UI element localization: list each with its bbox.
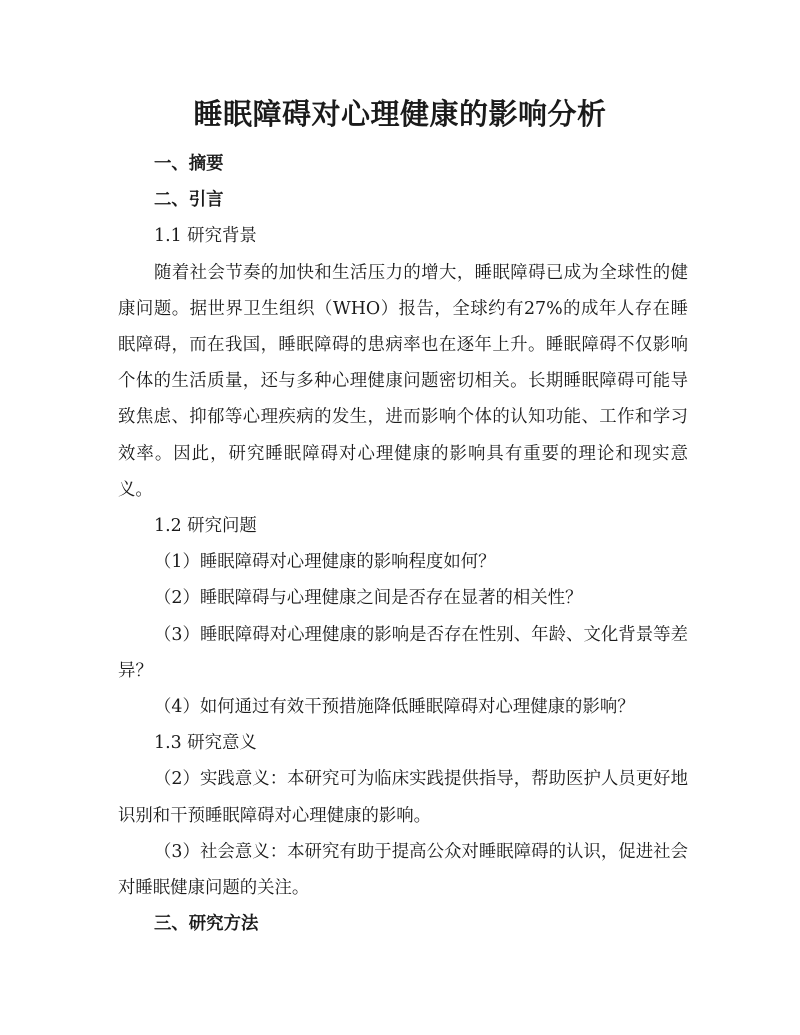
subheading-background: 1.1 研究背景	[154, 226, 257, 247]
subheading-significance: 1.3 研究意义	[154, 733, 257, 754]
section-heading-methods: 三、研究方法	[154, 914, 259, 935]
significance-item: （3）社会意义：本研究有助于提高公众对睡眠障碍的认识，促进社会对睡眠健康问题的关注。	[118, 841, 688, 899]
section-heading-introduction: 二、引言	[154, 190, 224, 211]
research-question-item: （4）如何通过有效干预措施降低睡眠障碍对心理健康的影响？	[154, 697, 635, 718]
document-title: 睡眠障碍对心理健康的影响分析	[193, 97, 607, 131]
section-heading-abstract: 一、摘要	[154, 154, 224, 174]
document-body	[118, 146, 688, 942]
subheading-research-questions: 1.2 研究问题	[154, 516, 257, 537]
research-question-item: （2）睡眠障碍与心理健康之间是否存在显著的相关性？	[154, 588, 583, 609]
research-question-item: （1）睡眠障碍对心理健康的影响程度如何？	[154, 552, 496, 573]
background-paragraph: 随着社会节奏的加快和生活压力的增大，睡眠障碍已成为全球性的健康问题。据世界卫生组织（WHO）报告，全球约有27%的成年人存在睡眠障碍，而在我国，睡眠障碍的患病率也在逐年上升。睡眠障碍不仅影响个体的生活质量，还与多种心理健康问题密切相关。长期睡眠障碍可能导致焦虑、抑郁等心理疾病的发生，进而影响个体的认知功能、工作和学习效率。因此，研究睡眠障碍对心理健康的影响具有重要的理论和现实意义。	[118, 262, 688, 500]
research-question-item: （3）睡眠障碍对心理健康的影响是否存在性别、年龄、文化背景等差异？	[118, 624, 688, 681]
significance-item: （2）实践意义：本研究可为临床实践提供指导，帮助医护人员更好地识别和干预睡眠障碍对心理健康的影响。	[118, 769, 688, 826]
